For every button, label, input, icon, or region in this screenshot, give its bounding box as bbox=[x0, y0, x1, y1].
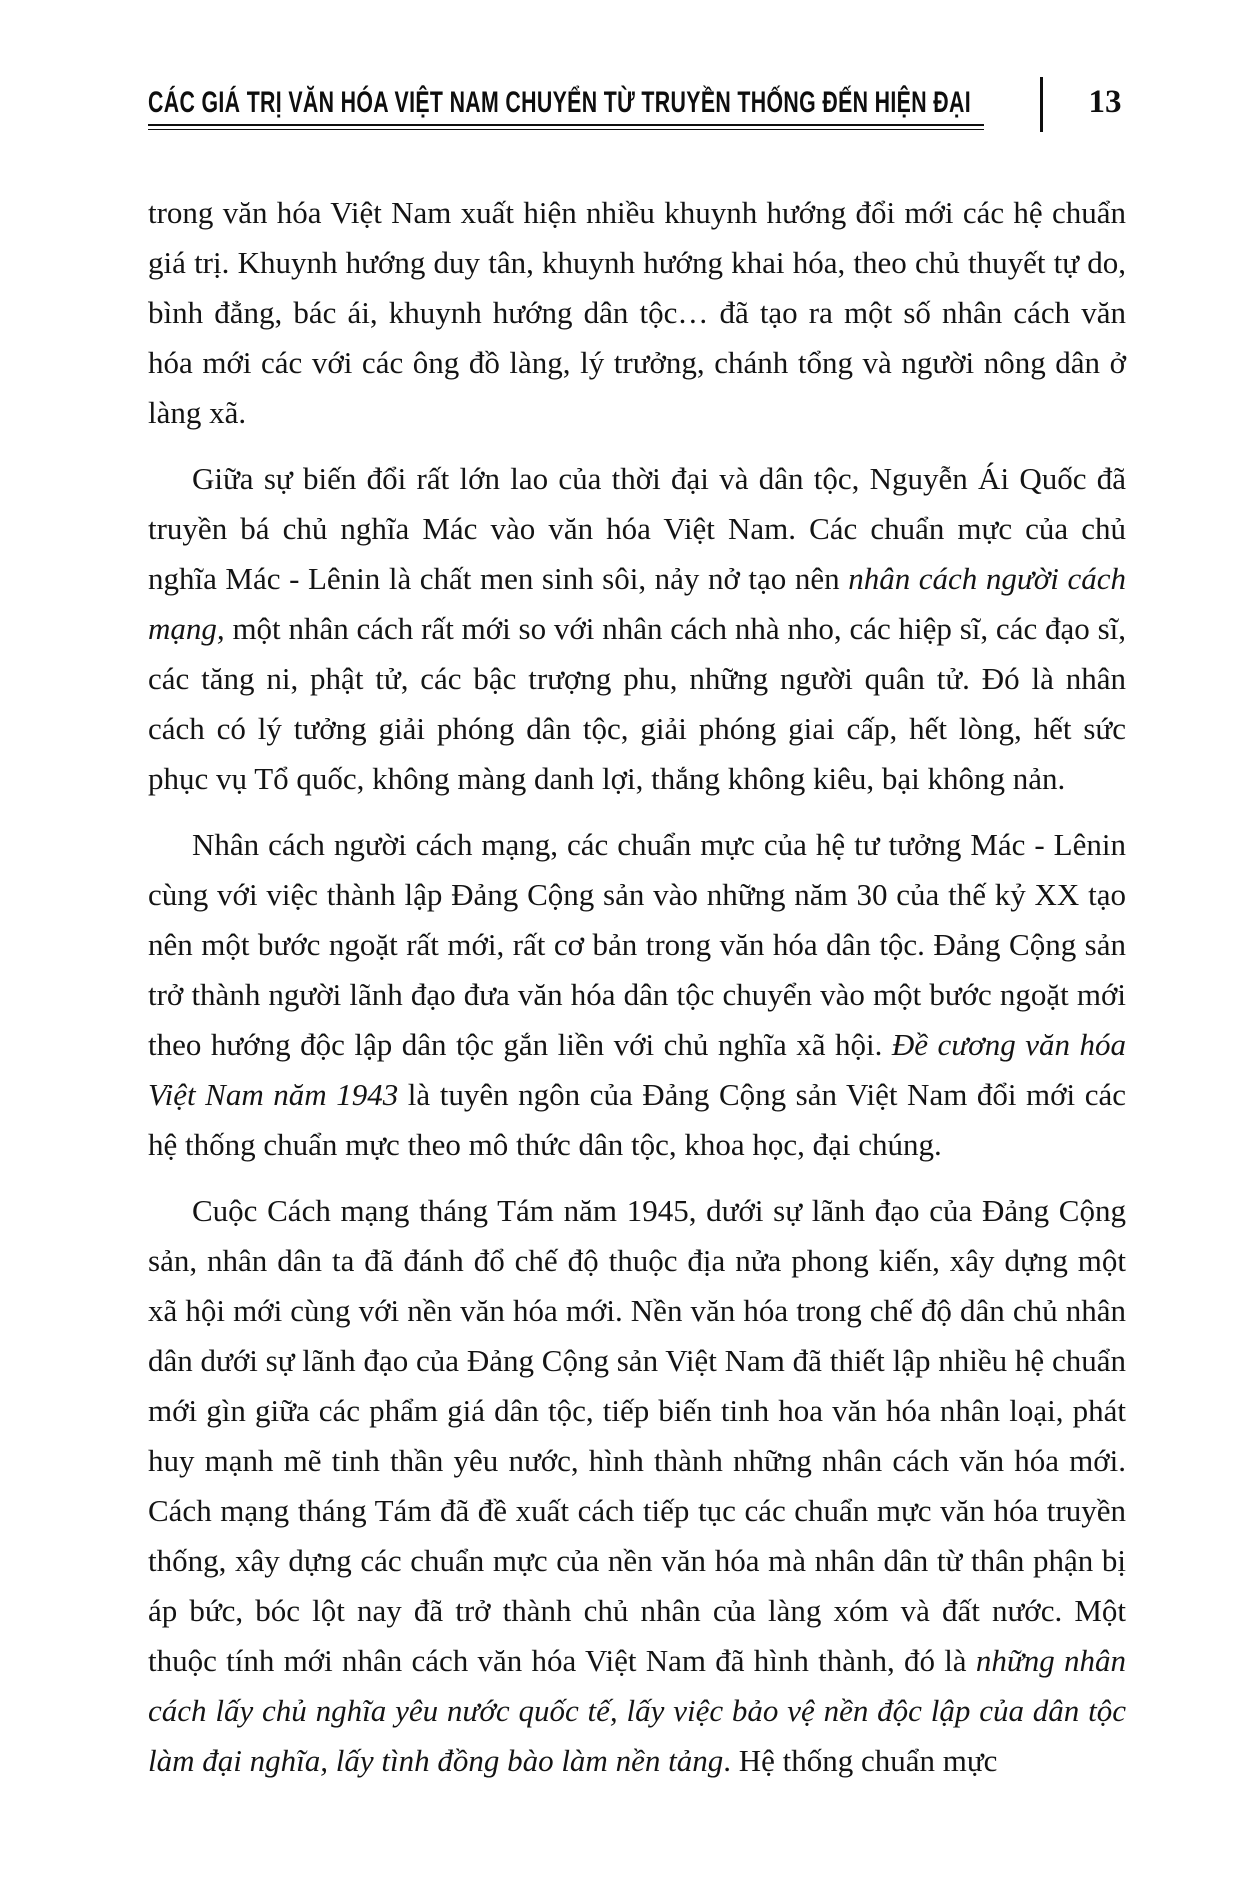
text-run: trong văn hóa Việt Nam xuất hiện nhiều khuynh hướng đổi mới các hệ chuẩn giá trị. Khuynh hướng duy tân, khuynh hướng khai hóa, theo chủ thuyết tự do, bình đẳng, bác ái, khuynh hướng dân tộc… đã tạo ra một số nhân cách văn hóa mới các với các ông đồ làng, lý trưởng, chánh tổng và người nông dân ở làng xã. bbox=[148, 195, 1126, 430]
paragraph bbox=[148, 1186, 1126, 1786]
paragraph bbox=[148, 188, 1126, 438]
running-header-title bbox=[148, 86, 988, 124]
text-run: là tuyên ngôn của Đảng Cộng sản Việt Nam đổi mới các hệ thống chuẩn mực theo mô thức dân tộc, khoa học, đại chúng. bbox=[148, 1077, 1126, 1162]
italic-text-run: nhân cách người cách mạng, bbox=[148, 561, 1126, 646]
paragraph bbox=[148, 454, 1126, 804]
paragraph bbox=[148, 820, 1126, 1170]
header-vertical-divider bbox=[1040, 77, 1043, 132]
text-run: Nhân cách người cách mạng, các chuẩn mực của hệ tư tưởng Mác - Lênin cùng với việc thành lập Đảng Cộng sản vào những năm 30 của thế kỷ XX tạo nên một bước ngoặt rất mới, rất cơ bản trong văn hóa dân tộc. Đảng Cộng sản trở thành người lãnh đạo đưa văn hóa dân tộc chuyển vào một bước ngoặt mới theo hướng độc lập dân tộc gắn liền với chủ nghĩa xã hội. bbox=[148, 827, 1126, 1062]
header-double-rule bbox=[148, 124, 984, 130]
page-number: 13 bbox=[1088, 84, 1122, 120]
text-run: . Hệ thống chuẩn mực bbox=[723, 1743, 998, 1778]
text-run: một nhân cách rất mới so với nhân cách nhà nho, các hiệp sĩ, các đạo sĩ, các tăng ni, phật tử, các bậc trượng phu, những người quân tử. Đó là nhân cách có lý tưởng giải phóng dân tộc, giải phóng giai cấp, hết lòng, hết sức phục vụ Tổ quốc, không màng danh lợi, thắng không kiêu, bại không nản. bbox=[148, 611, 1126, 796]
italic-text-run: Đề cương văn hóa Việt Nam năm 1943 bbox=[148, 1027, 1126, 1112]
running-header-title-text: CÁC GIÁ TRỊ VĂN HÓA VIỆT NAM CHUYỂN TỪ TRUYỀN THỐNG ĐẾN HIỆN ĐẠI bbox=[148, 86, 971, 119]
text-run: Giữa sự biến đổi rất lớn lao của thời đại và dân tộc, Nguyễn Ái Quốc đã truyền bá chủ nghĩa Mác vào văn hóa Việt Nam. Các chuẩn mực của chủ nghĩa Mác - Lênin là chất men sinh sôi, nảy nở tạo nên bbox=[148, 461, 1126, 596]
running-header bbox=[0, 0, 1260, 140]
text-run: Cuộc Cách mạng tháng Tám năm 1945, dưới sự lãnh đạo của Đảng Cộng sản, nhân dân ta đã đánh đổ chế độ thuộc địa nửa phong kiến, xây dựng một xã hội mới cùng với nền văn hóa mới. Nền văn hóa trong chế độ dân chủ nhân dân dưới sự lãnh đạo của Đảng Cộng sản Việt Nam đã thiết lập nhiều hệ chuẩn mới gìn giữa các phẩm giá dân tộc, tiếp biến tinh hoa văn hóa nhân loại, phát huy mạnh mẽ tinh thần yêu nước, hình thành những nhân cách văn hóa mới. Cách mạng tháng Tám đã đề xuất cách tiếp tục các chuẩn mực văn hóa truyền thống, xây dựng các chuẩn mực của nền văn hóa mà nhân dân từ thân phận bị áp bức, bóc lột nay đã trở thành chủ nhân của làng xóm và đất nước. Một thuộc tính mới nhân cách văn hóa Việt Nam đã hình thành, đó là bbox=[148, 1193, 1126, 1678]
body-text bbox=[148, 188, 1126, 1786]
italic-text-run: những nhân cách lấy chủ nghĩa yêu nước quốc tế, lấy việc bảo vệ nền độc lập của dân tộc làm đại nghĩa, lấy tình đồng bào làm nền tảng bbox=[148, 1643, 1126, 1778]
